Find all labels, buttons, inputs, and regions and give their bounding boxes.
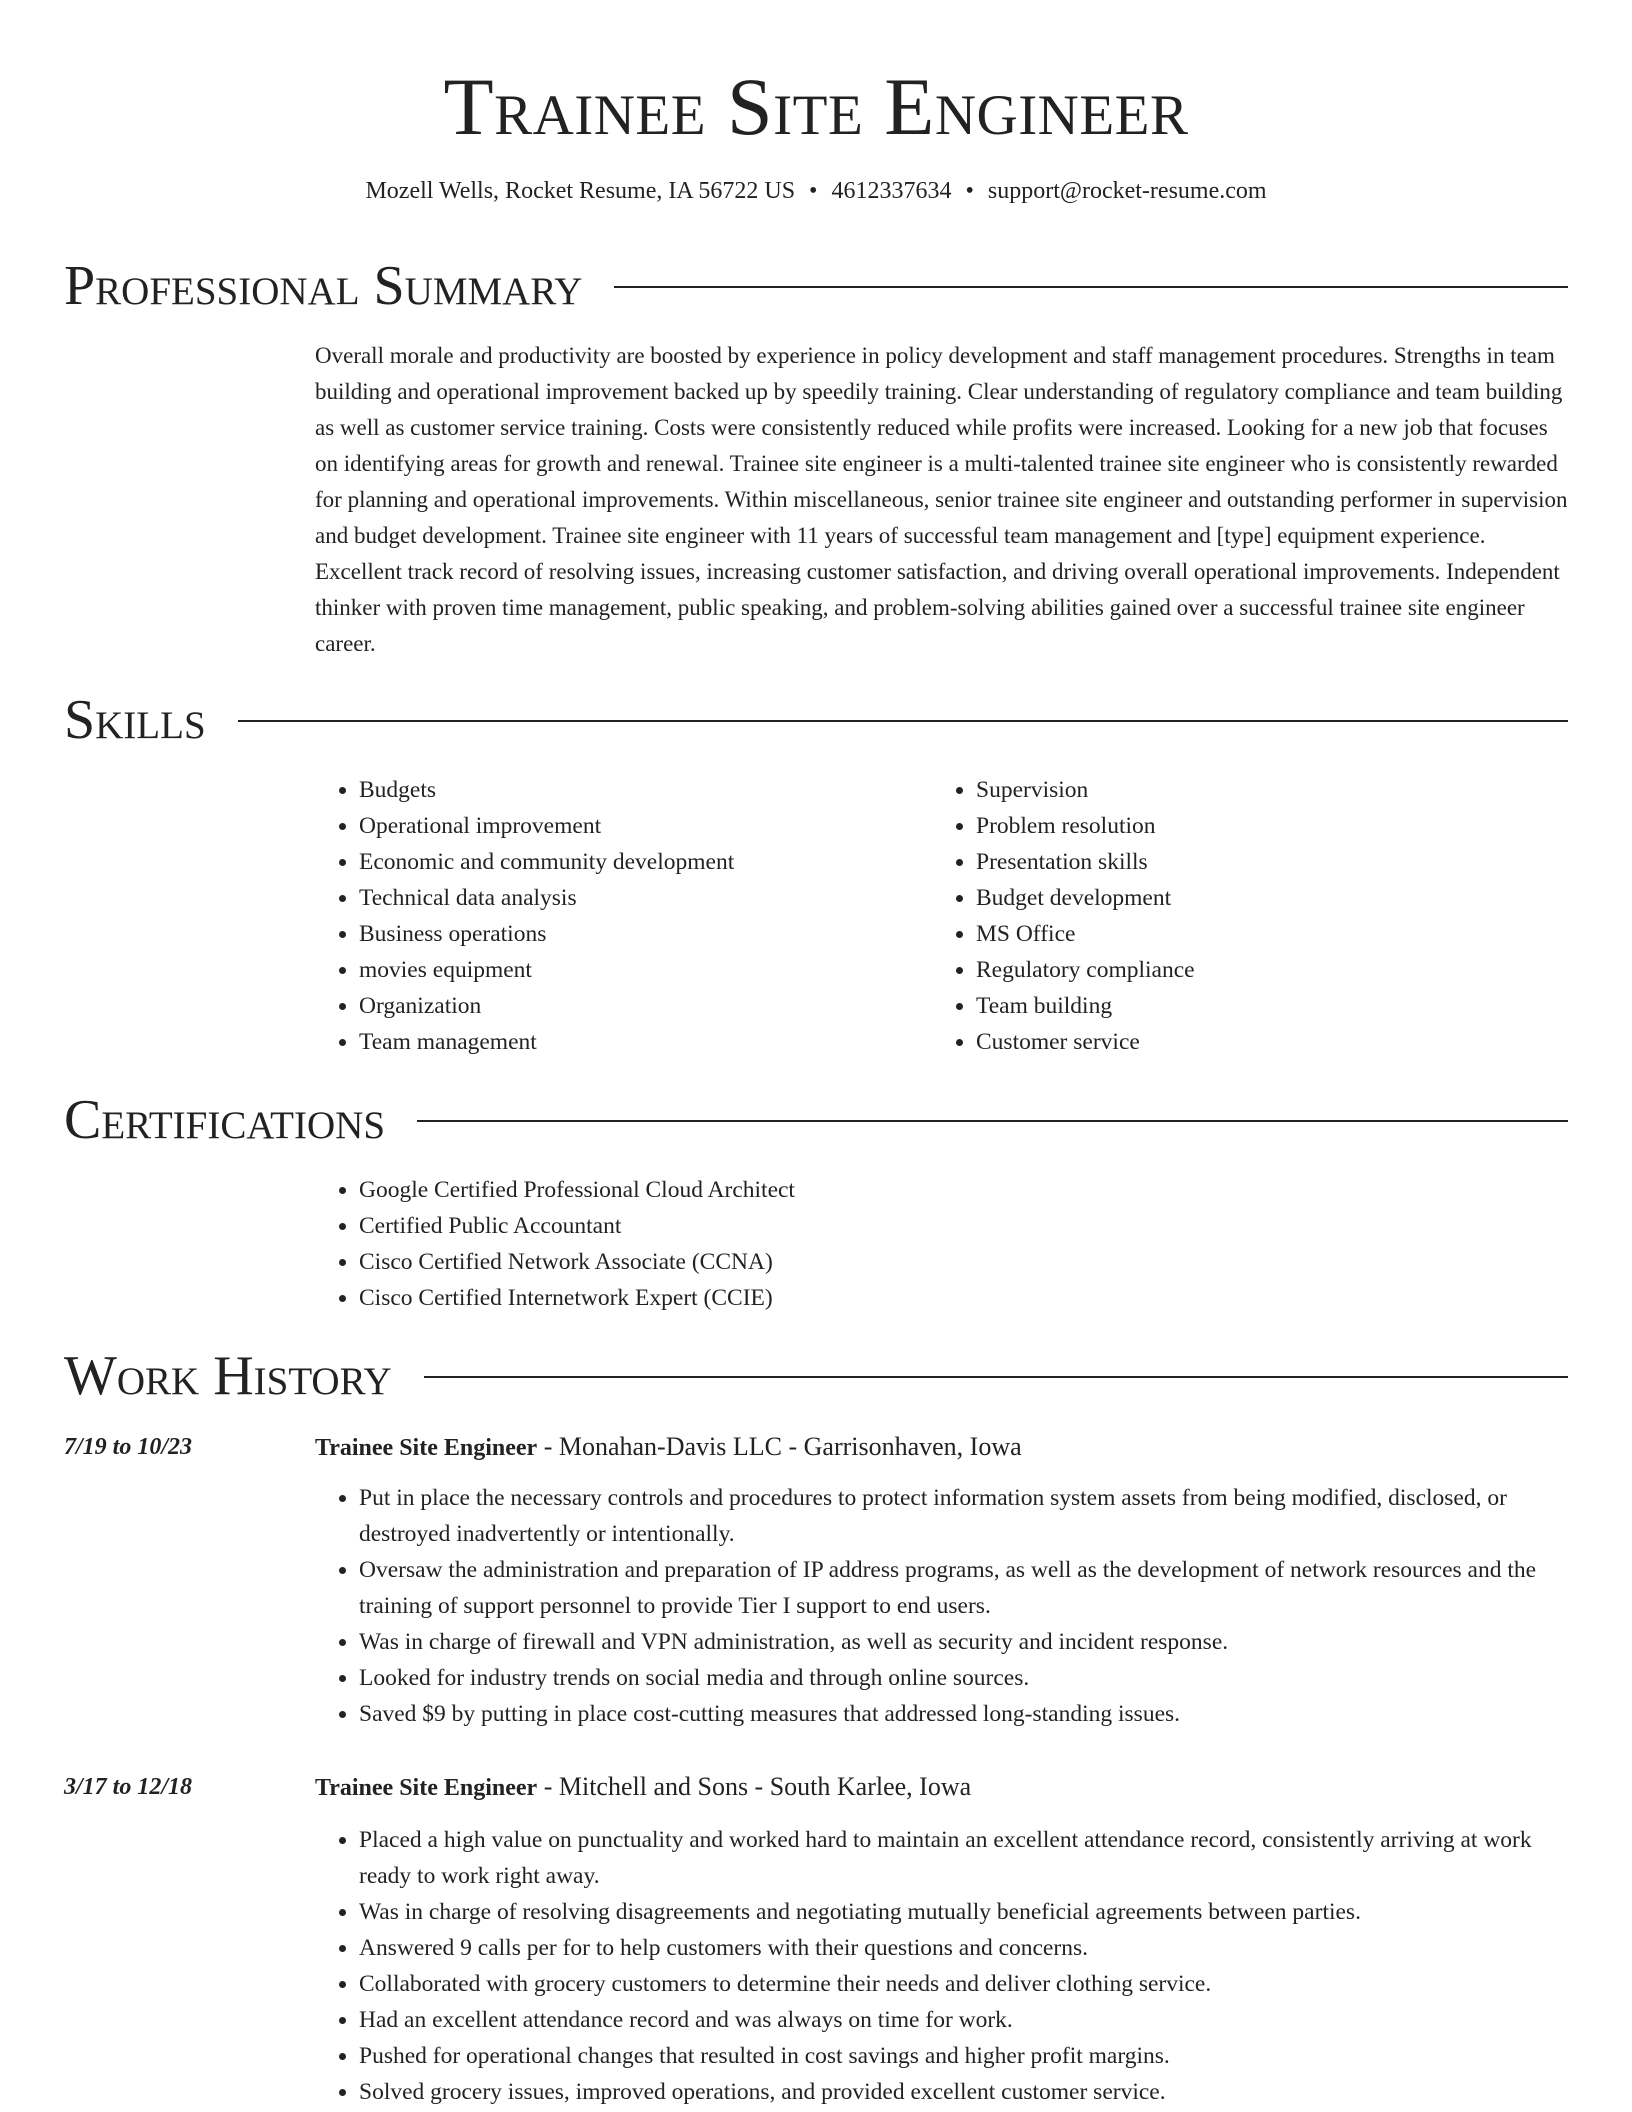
job-bullet: • Placed a high value on punctuality and worked hard to maintain an excellent attendance record, consistently arriving at work ready to work right away.: [359, 1822, 1571, 1894]
summary-heading: Professional Summary: [64, 255, 583, 317]
skills-list-right: [932, 772, 1532, 1060]
skill-item: • Supervision: [976, 772, 1532, 808]
section-divider: [424, 1376, 1568, 1378]
skill-item: • Problem resolution: [976, 808, 1532, 844]
job-bullets: [315, 1480, 1571, 1732]
job-bullet: • Oversaw the administration and preparation of IP address programs, as well as the development of network resources and the training of support personnel to provide Tier I support to end users.: [359, 1552, 1571, 1624]
contact-phone: 4612337634: [831, 178, 952, 204]
job-title-line: [315, 1770, 971, 1805]
certifications-section-header: [64, 1090, 1568, 1150]
certifications-block: [315, 1172, 795, 1316]
section-divider: [614, 286, 1568, 288]
skill-item: • Budget development: [976, 880, 1532, 916]
certifications-heading: Certifications: [64, 1089, 386, 1151]
skills-heading: Skills: [64, 689, 206, 751]
skill-item: • Budgets: [359, 772, 915, 808]
job-bullet: • Solved grocery issues, improved operations, and provided excellent customer service.: [359, 2074, 1571, 2110]
work-history-section-header: [64, 1346, 1568, 1406]
job-dates: 7/19 to 10/23: [64, 1434, 193, 1460]
job-bullet-list: [315, 1480, 1571, 1732]
skill-item: • Technical data analysis: [359, 880, 915, 916]
skill-item: • Customer service: [976, 1024, 1532, 1060]
job-bullet: • Collaborated with grocery customers to determine their needs and deliver clothing service.: [359, 1966, 1571, 2002]
contact-separator: •: [965, 178, 974, 204]
section-divider: [238, 720, 1568, 722]
skill-item: • Regulatory compliance: [976, 952, 1532, 988]
job-role: Trainee Site Engineer: [315, 1435, 538, 1461]
job-bullet: • Put in place the necessary controls and procedures to protect information system assets from being modified, disclosed, or destroyed inadvertently or intentionally.: [359, 1480, 1571, 1552]
job-bullet: • Looked for industry trends on social media and through online sources.: [359, 1660, 1571, 1696]
skills-list-left: [315, 772, 915, 1060]
job-bullet: • Was in charge of firewall and VPN administration, as well as security and incident response.: [359, 1624, 1571, 1660]
contact-separator: •: [809, 178, 818, 204]
job-bullets: [315, 1822, 1571, 2110]
skill-item: • Economic and community development: [359, 844, 915, 880]
skills-column-right: [932, 772, 1532, 1060]
skill-item: • Operational improvement: [359, 808, 915, 844]
skill-item: • Organization: [359, 988, 915, 1024]
job-dates: 3/17 to 12/18: [64, 1774, 193, 1800]
skill-item: • Presentation skills: [976, 844, 1532, 880]
certification-item: • Google Certified Professional Cloud Architect: [359, 1172, 795, 1208]
certification-item: • Certified Public Accountant: [359, 1208, 795, 1244]
skill-item: • movies equipment: [359, 952, 915, 988]
skills-column-left: [315, 772, 915, 1060]
summary-section-header: [64, 256, 1568, 316]
resume-title: Trainee Site Engineer: [443, 61, 1189, 152]
skills-section-header: [64, 690, 1568, 750]
summary-text: Overall morale and productivity are boosted by experience in policy development and staff management procedures. Strengths in team building and operational improvement backed up by speedily training. Clear understanding of regulatory compliance and team building as well as customer service training. Costs were consistently reduced while profits were increased. Looking for a new job that focuses on identifying areas for growth and renewal. Trainee site engineer is a multi-talented trainee site engineer who is consistently rewarded for planning and operational improvements. Within miscellaneous, senior trainee site engineer and outstanding performer in supervision and budget development. Trainee site engineer with 11 years of successful team management and [type] equipment experience. Excellent track record of resolving issues, increasing customer satisfaction, and driving overall operational improvements. Independent thinker with proven time management, public speaking, and problem-solving abilities gained over a successful trainee site engineer career.: [315, 343, 1568, 656]
certification-item: • Cisco Certified Network Associate (CCNA): [359, 1244, 795, 1280]
job-title-line: [315, 1430, 1022, 1465]
section-divider: [417, 1120, 1568, 1122]
job-bullet: • Saved $9 by putting in place cost-cutting measures that addressed long-standing issues.: [359, 1696, 1571, 1732]
certifications-list: [315, 1172, 795, 1316]
job-details: - Mitchell and Sons - South Karlee, Iowa: [537, 1772, 972, 1801]
job-bullet: • Was in charge of resolving disagreements and negotiating mutually beneficial agreements between parties.: [359, 1894, 1571, 1930]
contact-line: [0, 174, 1632, 208]
job-bullet: • Had an excellent attendance record and was always on time for work.: [359, 2002, 1571, 2038]
job-bullet: • Pushed for operational changes that resulted in cost savings and higher profit margins.: [359, 2038, 1571, 2074]
work-history-heading: Work History: [64, 1345, 392, 1407]
job-bullet: • Answered 9 calls per for to help customers with their questions and concerns.: [359, 1930, 1571, 1966]
skill-item: • Team building: [976, 988, 1532, 1024]
skill-item: • Team management: [359, 1024, 915, 1060]
contact-email: support@rocket-resume.com: [987, 178, 1267, 204]
certification-item: • Cisco Certified Internetwork Expert (CCIE): [359, 1280, 795, 1316]
job-role: Trainee Site Engineer: [315, 1775, 538, 1801]
skill-item: • MS Office: [976, 916, 1532, 952]
contact-address: Mozell Wells, Rocket Resume, IA 56722 US: [365, 178, 796, 204]
job-details: - Monahan-Davis LLC - Garrisonhaven, Iowa: [537, 1432, 1022, 1461]
skill-item: • Business operations: [359, 916, 915, 952]
job-bullet-list: [315, 1822, 1571, 2110]
